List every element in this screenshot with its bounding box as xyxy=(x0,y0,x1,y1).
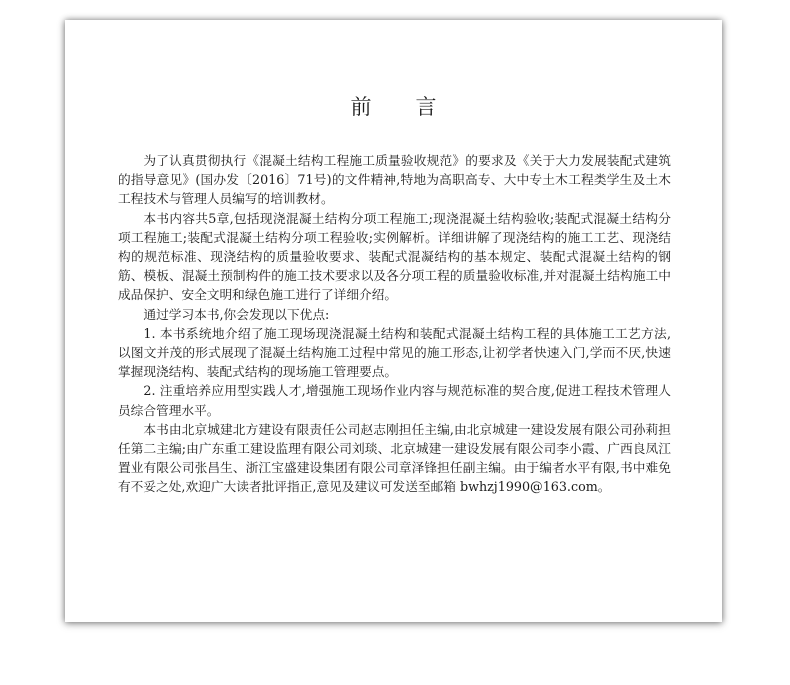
paragraph-intro: 为了认真贯彻执行《混凝土结构工程施工质量验收规范》的要求及《关于大力发展装配式建筑的指导意见》(国办发〔2016〕71号)的文件精神,特地为高职高专、大中专土木工程类学生及土木工程技术与管理人员编写的培训教材。 xyxy=(118,153,671,207)
paragraph-contents: 本书内容共5章,包括现浇混凝土结构分项工程施工;现浇混凝土结构验收;装配式混凝土结构分项工程施工;装配式混凝土结构分项工程验收;实例解析。详细讲解了现浇结构的施工工艺、现浇结构的规范标准、现浇结构的质量验收要求、装配式混凝结构的基本规定、装配式混凝土结构的钢筋、模板、混凝土预制构件的施工技术要求以及各分项工程的质量验收标准,并对混凝土结构施工中成品保护、安全文明和绿色施工进行了详细介绍。 xyxy=(118,210,671,303)
paragraph-advantage-2: 2. 注重培养应用型实践人才,增强施工现场作业内容与规范标准的契合度,促进工程技术管理人员综合管理水平。 xyxy=(118,383,671,418)
paragraph-advantage-1: 1. 本书系统地介绍了施工现场现浇混凝土结构和装配式混凝土结构工程的具体施工工艺方法,以图文并茂的形式展现了混凝土结构施工过程中常见的施工形态,让初学者快速入门,学而不厌,快速掌握现浇结构、装配式结构的现场施工管理要点。 xyxy=(118,325,671,380)
paragraph-advantages-lead: 通过学习本书,你会发现以下优点: xyxy=(143,306,330,322)
paragraph-editors: 本书由北京城建北方建设有限责任公司赵志刚担任主编,由北京城建一建设发展有限公司孙莉担任第二主编;由广东重工建设监理有限公司刘琰、北京城建一建设发展有限公司李小霞、广西良凤江置业有限公司张昌生、浙江宝盛建设集团有限公司章泽锋担任副主编。由于编者水平有限,书中难免有不妥之处,欢迎广大读者批评指正,意见及建议可发送至邮箱 bwhzj1990@163.com。 xyxy=(118,421,671,495)
page-title: 前言 xyxy=(350,95,481,119)
preface-body xyxy=(118,151,671,497)
document-page xyxy=(65,20,722,622)
